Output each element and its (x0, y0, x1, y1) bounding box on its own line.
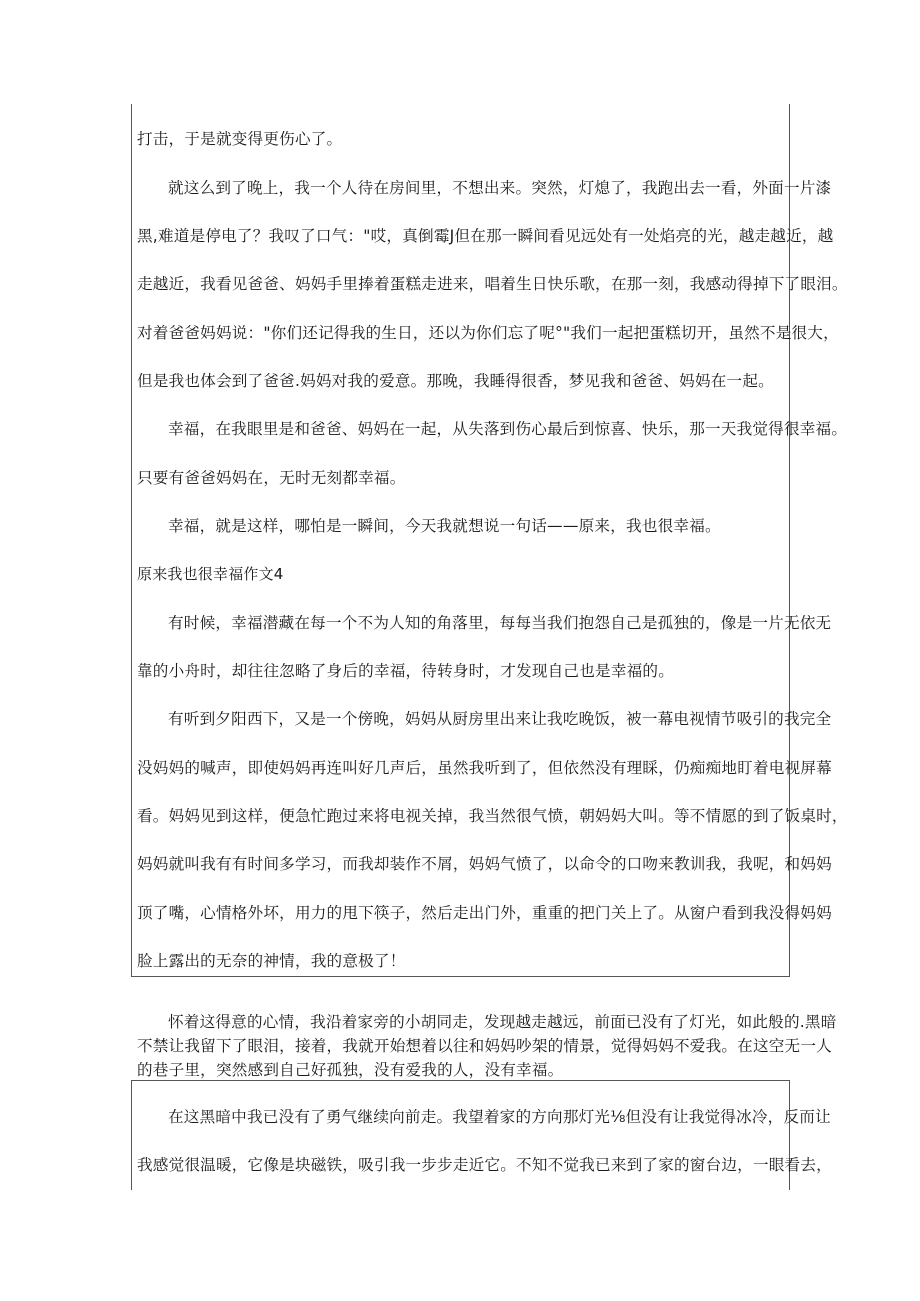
paragraph-line: 没妈妈的喊声，即使妈妈再连叫好几声后，虽然我听到了，但依然没有理睬，仍痴痴地盯着电视屏幕 (137, 759, 832, 777)
paragraph-line: 脸上露出的无奈的神情，我的意极了！ (137, 952, 406, 970)
paragraph-line: 靠的小舟时，却往往忽略了身后的幸福，待转身时，才发现自己也是幸福的。 (137, 662, 674, 680)
paragraph-line: 就这么到了晚上，我一个人待在房间里，不想出来。突然，灯熄了，我跑出去一看，外面一片漆 (168, 179, 832, 197)
paragraph-line: 黑,难道是停电了？我叹了口气："哎，真倒霉J但在那一瞬间看见远处有一处焰亮的光，越走越近，越 (137, 227, 834, 245)
paragraph-line: 走越近，我看见爸爸、妈妈手里捧着蛋糕走进来，唱着生日快乐歌，在那一刻，我感动得掉下了眼泪。 (137, 275, 848, 293)
paragraph-line: 打击，于是就变得更伤心了。 (137, 130, 343, 148)
paragraph-line: 有听到夕阳西下，又是一个傍晚，妈妈从厨房里出来让我吃晚饭，被一幕电视情节吸引的我完全 (168, 710, 832, 728)
paragraph-line: 有时候，幸福潜藏在每一个不为人知的角落里，每每当我们抱怨自己是孤独的，像是一片无依无 (168, 614, 832, 632)
paragraph-line: 看。妈妈见到这样，便急忙跑过来将电视关掉，我当然很气愤，朝妈妈大叫。等不情愿的到了饭桌时， (137, 807, 848, 825)
paragraph-line: 幸福，就是这样，哪怕是一瞬间，今天我就想说一句话——原来，我也很幸福。 (168, 517, 721, 535)
paragraph-line: 不禁让我留下了眼泪，接着，我就开始想着以往和妈妈吵架的情景，觉得妈妈不爱我。在这空无一人 (137, 1037, 832, 1055)
paragraph-line: 对着爸爸妈妈说："你们还记得我的生日，还以为你们忘了呢°"我们一起把蛋糕切开，虽然不是很大， (137, 324, 839, 342)
paragraph-line: 怀着这得意的心情，我沿着家旁的小胡同走，发现越走越远，前面已没有了灯光，如此般的.黑暗 (168, 1013, 837, 1031)
paragraph-line: 妈妈就叫我有有时间多学习，而我却装作不屑，妈妈气愤了，以命令的口吻来教训我，我呢，和妈妈 (137, 855, 832, 873)
paragraph-line: 的巷子里，突然感到自己好孤独，没有爱我的人，没有幸福。 (137, 1061, 564, 1079)
paragraph-line: 但是我也体会到了爸爸.妈妈对我的爱意。那晚，我睡得很香，梦见我和爸爸、妈妈在一起。 (137, 372, 774, 390)
paragraph-line: 只要有爸爸妈妈在，无时无刻都幸福。 (137, 469, 406, 487)
paragraph-line: 我感觉很温暖，它像是块磁铁，吸引我一步步走近它。不知不觉我已来到了家的窗台边，一眼看去， (137, 1156, 832, 1174)
section-heading: 原来我也很幸福作文4 (137, 565, 284, 583)
paragraph-line: 顶了嘴，心情格外坏，用力的甩下筷子，然后走出门外，重重的把门关上了。从窗户看到我没得妈妈 (137, 904, 832, 922)
paragraph-line: 在这黑暗中我已没有了勇气继续向前走。我望着家的方向那灯光⅛但没有让我觉得冰冷，反而让 (168, 1108, 831, 1126)
paragraph-line: 幸福，在我眼里是和爸爸、妈妈在一起，从失落到伤心最后到惊喜、快乐，那一天我觉得很幸福。 (168, 420, 848, 438)
